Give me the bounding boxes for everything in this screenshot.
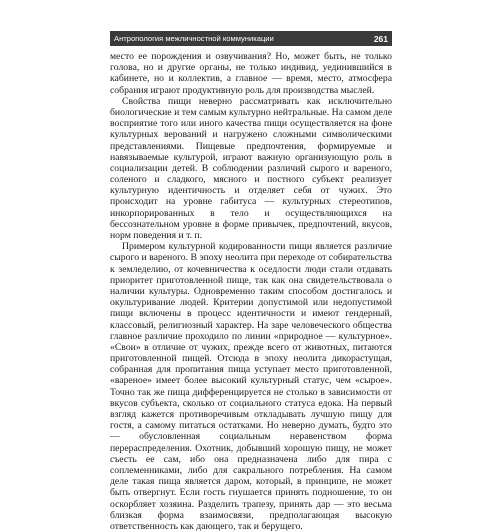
page-body (110, 51, 392, 532)
header-title: Антропология межличностной коммуникации (114, 34, 274, 43)
page-number: 261 (373, 33, 388, 44)
paragraph-continued: место ее порождения и озвучивания? Но, может быть, не только голова, но и другие органы, не только индивид, уединившийся в кабинете, но и коллектив, а главное — время, место, атмосфера собрания играют продуктивную роль для производства мыслей. (110, 51, 392, 96)
running-header (110, 31, 392, 46)
paragraph-raw-and-cooked: Примером культурной кодированности пищи является различие сырого и вареного. В эпоху неолита при переходе от собирательства к земледелию, от кочевничества к оседлости люди стали отдавать приоритет приготовленной пище, так как она свидетельствовала о наличии культуры. Одновременно таким способом достигалось и окультуривание людей. Критерии допустимой или недопустимой пищи включены в процесс идентичности и имеют гендерный, классовый, религиозный характер. На заре человеческого общества главное различие проходило по линии «природное — культурное». «Свои» в отличие от чужих, прежде всего от животных, питаются приготовленной пищей. Отсюда в эпоху неолита дикорастущая, собранная для пропитания пища уступает место приготовленной, «вареное» имеет более высокий культурный статус, чем «сырое». Точно так же пища дифференцируется не столько в зависимости от вкусов субъекта, сколько от социального статуса едока. На первый взгляд кажется противоречивым откладывать лучшую пищу для гостя, а самому питаться остатками. Но неверно думать, будто это — обусловленная социальным неравенством форма перераспределения. Охотник, добывший хорошую пищу, не может съесть ее сам, ибо она предназначена либо для пира с соплеменниками, либо для сакрального потребления. На самом деле такая пища является даром, который, в принципе, не может быть отвергнут. Если гость гнушается принять подношение, то он оскорбляет хозяина. Разделить трапезу, принять дар — это весьма близкая форма взаимосвязи, предполагающая высокую ответственность как дающего, так и берущего. (110, 241, 392, 532)
paragraph-food-properties: Свойства пищи неверно рассматривать как исключительно биологические и тем самым культурно нейтральные. На самом деле восприятие того или иного качества пищи осуществляется на фоне культурных верований и нагружено сложными символическими представлениями. Пищевые предпочтения, формируемые и навязываемые культурой, играют важную организующую роль в социализации детей. В соблюдении различий сырого и вареного, соленого и сладкого, мясного и постного субъект реализует культурную идентичность и отделяет себя от чужих. Это происходит на уровне габитуса — культурных стереотипов, инкорпорированных в тело и осуществляющихся на бессознательном уровне в форме привычек, предпочтений, вкусов, норм поведения и т. п. (110, 95, 392, 241)
